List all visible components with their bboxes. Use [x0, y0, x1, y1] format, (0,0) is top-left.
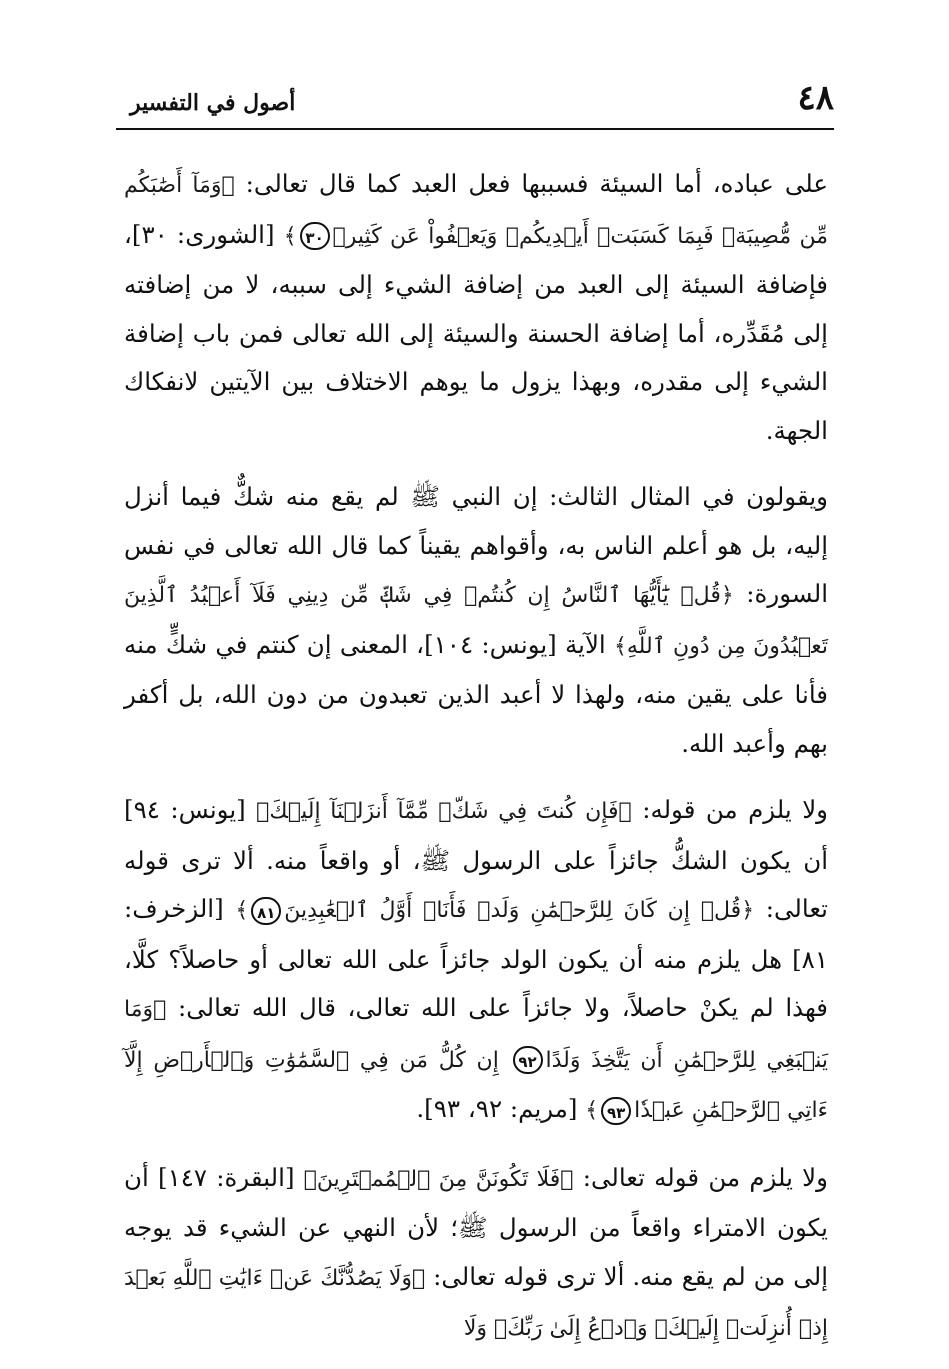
running-title: أصول في التفسير: [130, 90, 296, 116]
paragraph-2: [124, 473, 828, 768]
text-segment: ويقولون في المثال الثالث: إن النبي ﷺ لم يقع منه شكٌّ فيما أنزل إليه، بل هو أعلم الناس به، وأقواهم يقيناً كما قال الله تعالى في نفس السورة:: [124, 482, 829, 608]
quran-quote-close: ﴾: [283, 223, 297, 249]
quran-quote: إِن كُلُّ مَن فِي ٱلسَّمَٰوَٰتِ وَٱلۡأَرۡضِ إِلَّآ ءَاتِي ٱلرَّحۡمَٰنِ عَبۡدٗا: [124, 1047, 828, 1123]
text-segment: [مريم: ٩٢، ٩٣].: [416, 1094, 586, 1123]
body-text: [124, 160, 828, 1354]
verse-number-marker: ٩٣: [601, 1097, 631, 1125]
paragraph-gap: [124, 455, 828, 473]
page-number: ٤٨: [797, 78, 834, 118]
text-segment: [يونس: ٩٤] أن يكون الشكُّ جائزاً على الرسول ﷺ، أو واقعاً منه. ألا ترى قوله تعالى:: [124, 795, 829, 923]
text-segment: [الزخرف: ٨١] هل يلزم منه أن يكون الولد جائزاً على الله تعالى أو حاصلاً؟ كلَّا، فهذا لم يكنْ حاصلاً، ولا جائزاً على الله تعالى، قال الله تعالى:: [124, 894, 828, 1022]
page-header: [116, 78, 834, 126]
verse-number-marker: ٣٠: [300, 222, 330, 250]
text-segment: [الشورى: ٣٠]، فإضافة السيئة إلى العبد من إضافة الشيء إلى سببه، لا من إضافته إلى مُقَدِّره، أما إضافة الحسنة والسيئة إلى الله تعالى فمن باب إضافة الشيء إلى مقدره، وبهذا يزول ما يوهم الاختلاف بين الآيتين لانفكاك الجهة.: [124, 219, 828, 445]
quran-quote: ﴿وَمَا يَنۢبَغِي لِلرَّحۡمَٰنِ أَن يَتَّخِذَ وَلَدًا: [124, 997, 828, 1073]
text-segment: على عباده، أما السيئة فسببها فعل العبد كما قال تعالى:: [234, 169, 828, 198]
text-segment: الآية [يونس: ١٠٤]، المعنى إن كنتم في شكٍّ منه فأنا على يقين منه، ولهذا لا أعبد الذين تعبدون من دون الله، بل أكفر بهم وأعبد الله.: [124, 629, 828, 758]
header-rule: [116, 128, 834, 130]
paragraph-3: [124, 786, 828, 1136]
quran-quote: ﴿قُلۡ يَٰٓأَيُّهَا ٱلنَّاسُ إِن كُنتُمۡ فِي شَكّٖ مِّن دِينِي فَلَآ أَعۡبُدُ ٱلَّذِينَ تَعۡبُدُونَ مِن دُونِ ٱللَّهِ﴾: [124, 583, 828, 659]
text-segment: ولا يلزم من قوله تعالى:: [573, 1162, 828, 1192]
quran-quote-close: ﴾: [235, 898, 249, 923]
paragraph-1: [124, 160, 828, 455]
paragraph-4: [124, 1154, 828, 1354]
verse-number-marker: ٨١: [251, 897, 281, 925]
quran-quote: ﴿وَمَآ أَصَٰبَكُم مِّن مُّصِيبَةٖ فَبِمَا كَسَبَتۡ أَيۡدِيكُمۡ وَيَعۡفُواْ عَن كَثِيرٖ: [124, 173, 828, 249]
paragraph-gap: [124, 1136, 828, 1154]
quran-quote: ﴿فَلَا تَكُونَنَّ مِنَ ٱلۡمُمۡتَرِينَ﴾: [303, 1166, 574, 1192]
text-segment: [البقرة: ١٤٧] أن يكون الامتراء واقعاً من الرسول ﷺ؛ لأن النهي عن الشيء قد يوجه إلى من لم يقع منه. ألا ترى قوله تعالى:: [124, 1162, 829, 1291]
paragraph-gap: [124, 768, 828, 786]
quran-quote: ﴿وَلَا يَصُدُّنَّكَ عَنۡ ءَايَٰتِ ٱللَّهِ بَعۡدَ إِذۡ أُنزِلَتۡ إِلَيۡكَۖ وَٱدۡعُ إِلَىٰ رَبِّكَۖ وَلَا: [124, 1265, 828, 1341]
quran-quote: ﴿قُلۡ إِن كَانَ لِلرَّحۡمَٰنِ وَلَدٞ فَأَنَا۠ أَوَّلُ ٱلۡعَٰبِدِينَ: [284, 898, 755, 923]
quran-quote-close: ﴾: [585, 1098, 599, 1123]
text-segment: ولا يلزم من قوله:: [631, 795, 829, 824]
verse-number-marker: ٩٢: [513, 1046, 543, 1074]
quran-quote: ﴿فَإِن كُنتَ فِي شَكّٖ مِّمَّآ أَنزَلۡنَآ إِلَيۡكَ﴾: [256, 799, 632, 824]
